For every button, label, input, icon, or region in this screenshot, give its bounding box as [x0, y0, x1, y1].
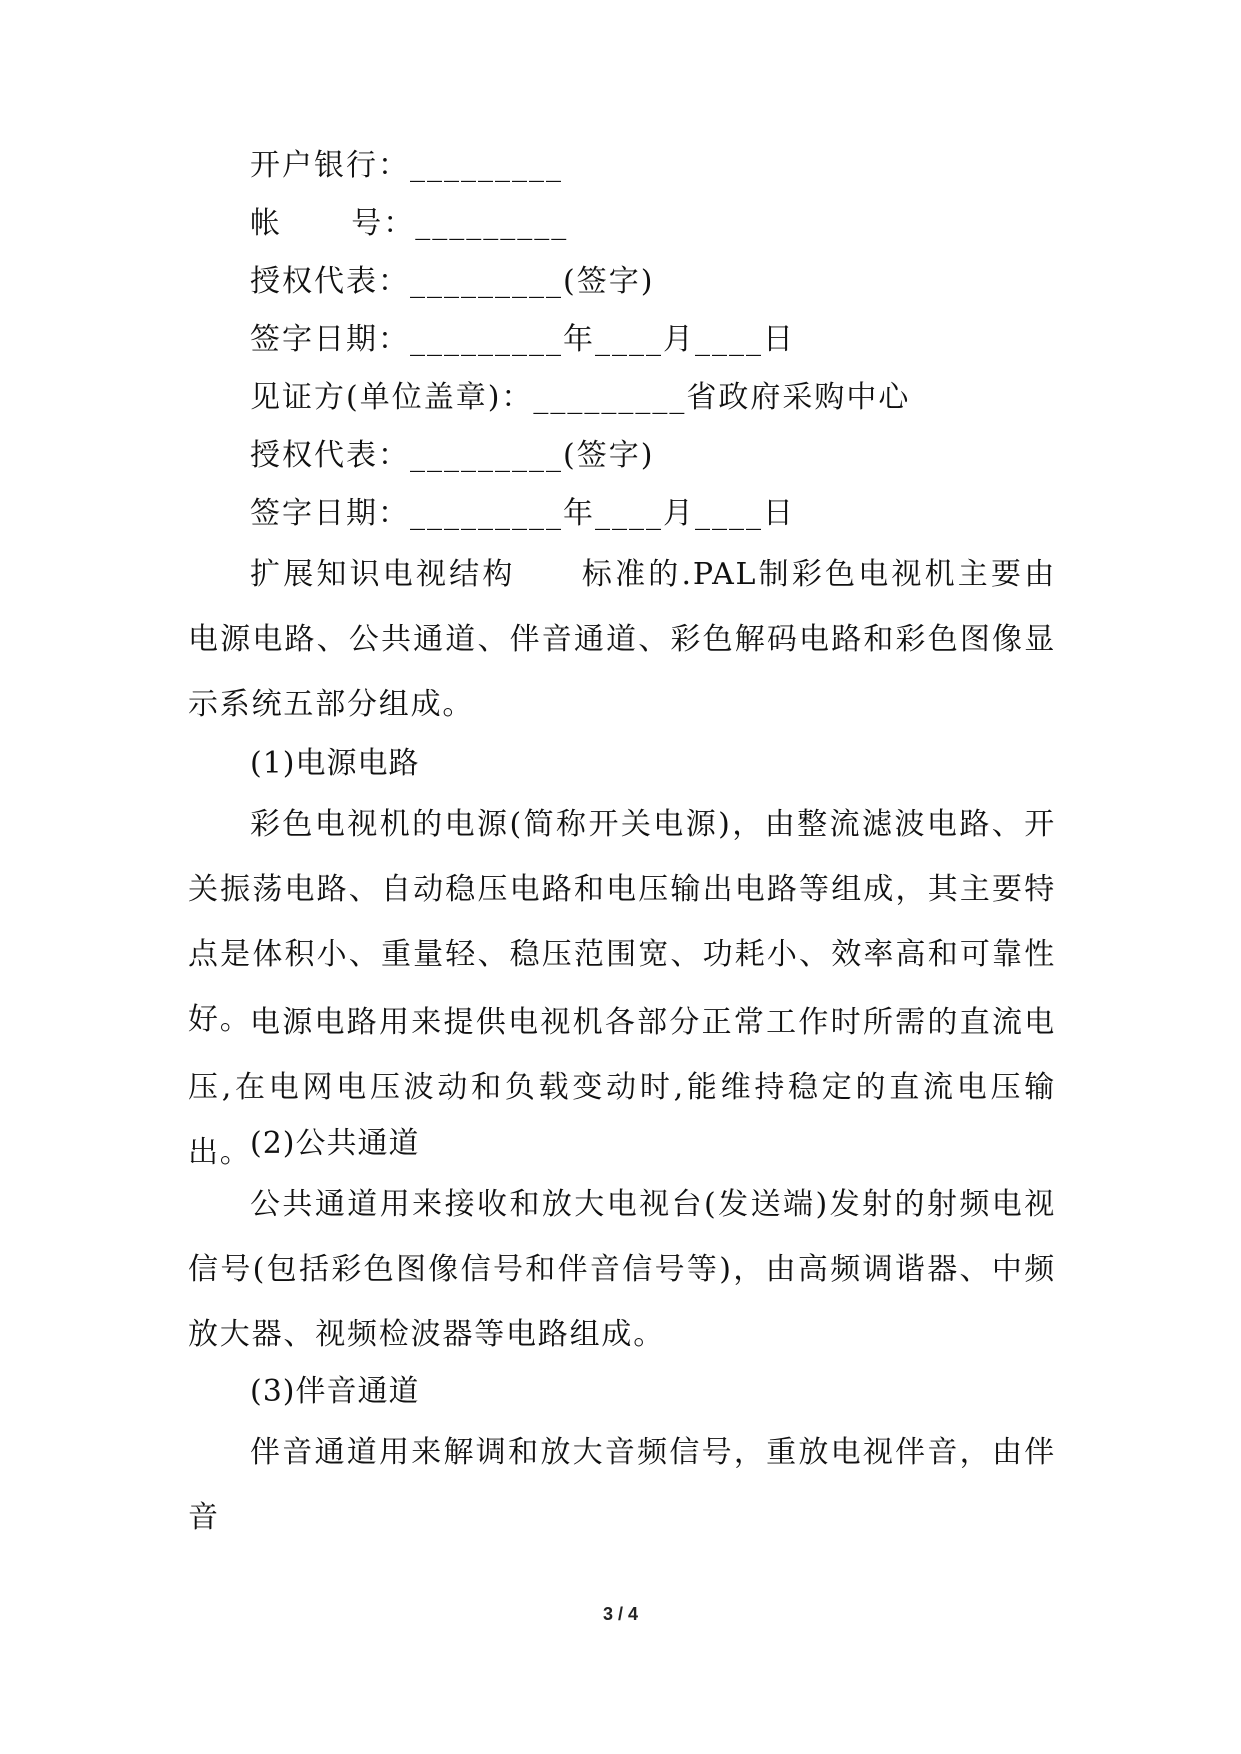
witness-authorized-rep-line: 授权代表：_________(签字): [250, 438, 655, 473]
bank-line: 开户银行：_________: [250, 148, 563, 183]
authorized-rep-line: 授权代表：_________(签字): [250, 264, 655, 299]
section-heading-power: (1)电源电路: [250, 746, 420, 781]
witness-signature-date-line: 签字日期：_________年____月____日: [250, 496, 795, 531]
paragraph-audio-channel: 伴音通道用来解调和放大音频信号，重放电视伴音，由伴音: [188, 1435, 1056, 1535]
page-number: 3 / 4: [602, 1604, 639, 1624]
paragraph-power-function: 电源电路用来提供电视机各部分正常工作时所需的直流电压,在电网电压波动和负载变动时,能维持稳定的直流电压输出。: [188, 1005, 1056, 1170]
witness-line: 见证方(单位盖章)：_________省政府采购中心: [250, 380, 911, 415]
paragraph-power-supply: 彩色电视机的电源(简称开关电源)，由整流滤波电路、开关振荡电路、自动稳压电路和电压输出电路等组成，其主要特点是体积小、重量轻、稳压范围宽、功耗小、效率高和可靠性好。: [188, 807, 1056, 1037]
signature-date-line: 签字日期：_________年____月____日: [250, 322, 795, 357]
section-heading-audio-channel: (3)伴音通道: [250, 1374, 420, 1409]
intro-paragraph: 扩展知识电视结构 标准的.PAL制彩色电视机主要由电源电路、公共通道、伴音通道、彩色解码电路和彩色图像显示系统五部分组成。: [188, 557, 1056, 722]
section-heading-common-channel: (2)公共通道: [250, 1126, 420, 1161]
account-line: 帐 号：_________: [250, 206, 569, 241]
paragraph-common-channel: 公共通道用来接收和放大电视台(发送端)发射的射频电视信号(包括彩色图像信号和伴音信号等)，由高频调谐器、中频放大器、视频检波器等电路组成。: [188, 1187, 1056, 1352]
